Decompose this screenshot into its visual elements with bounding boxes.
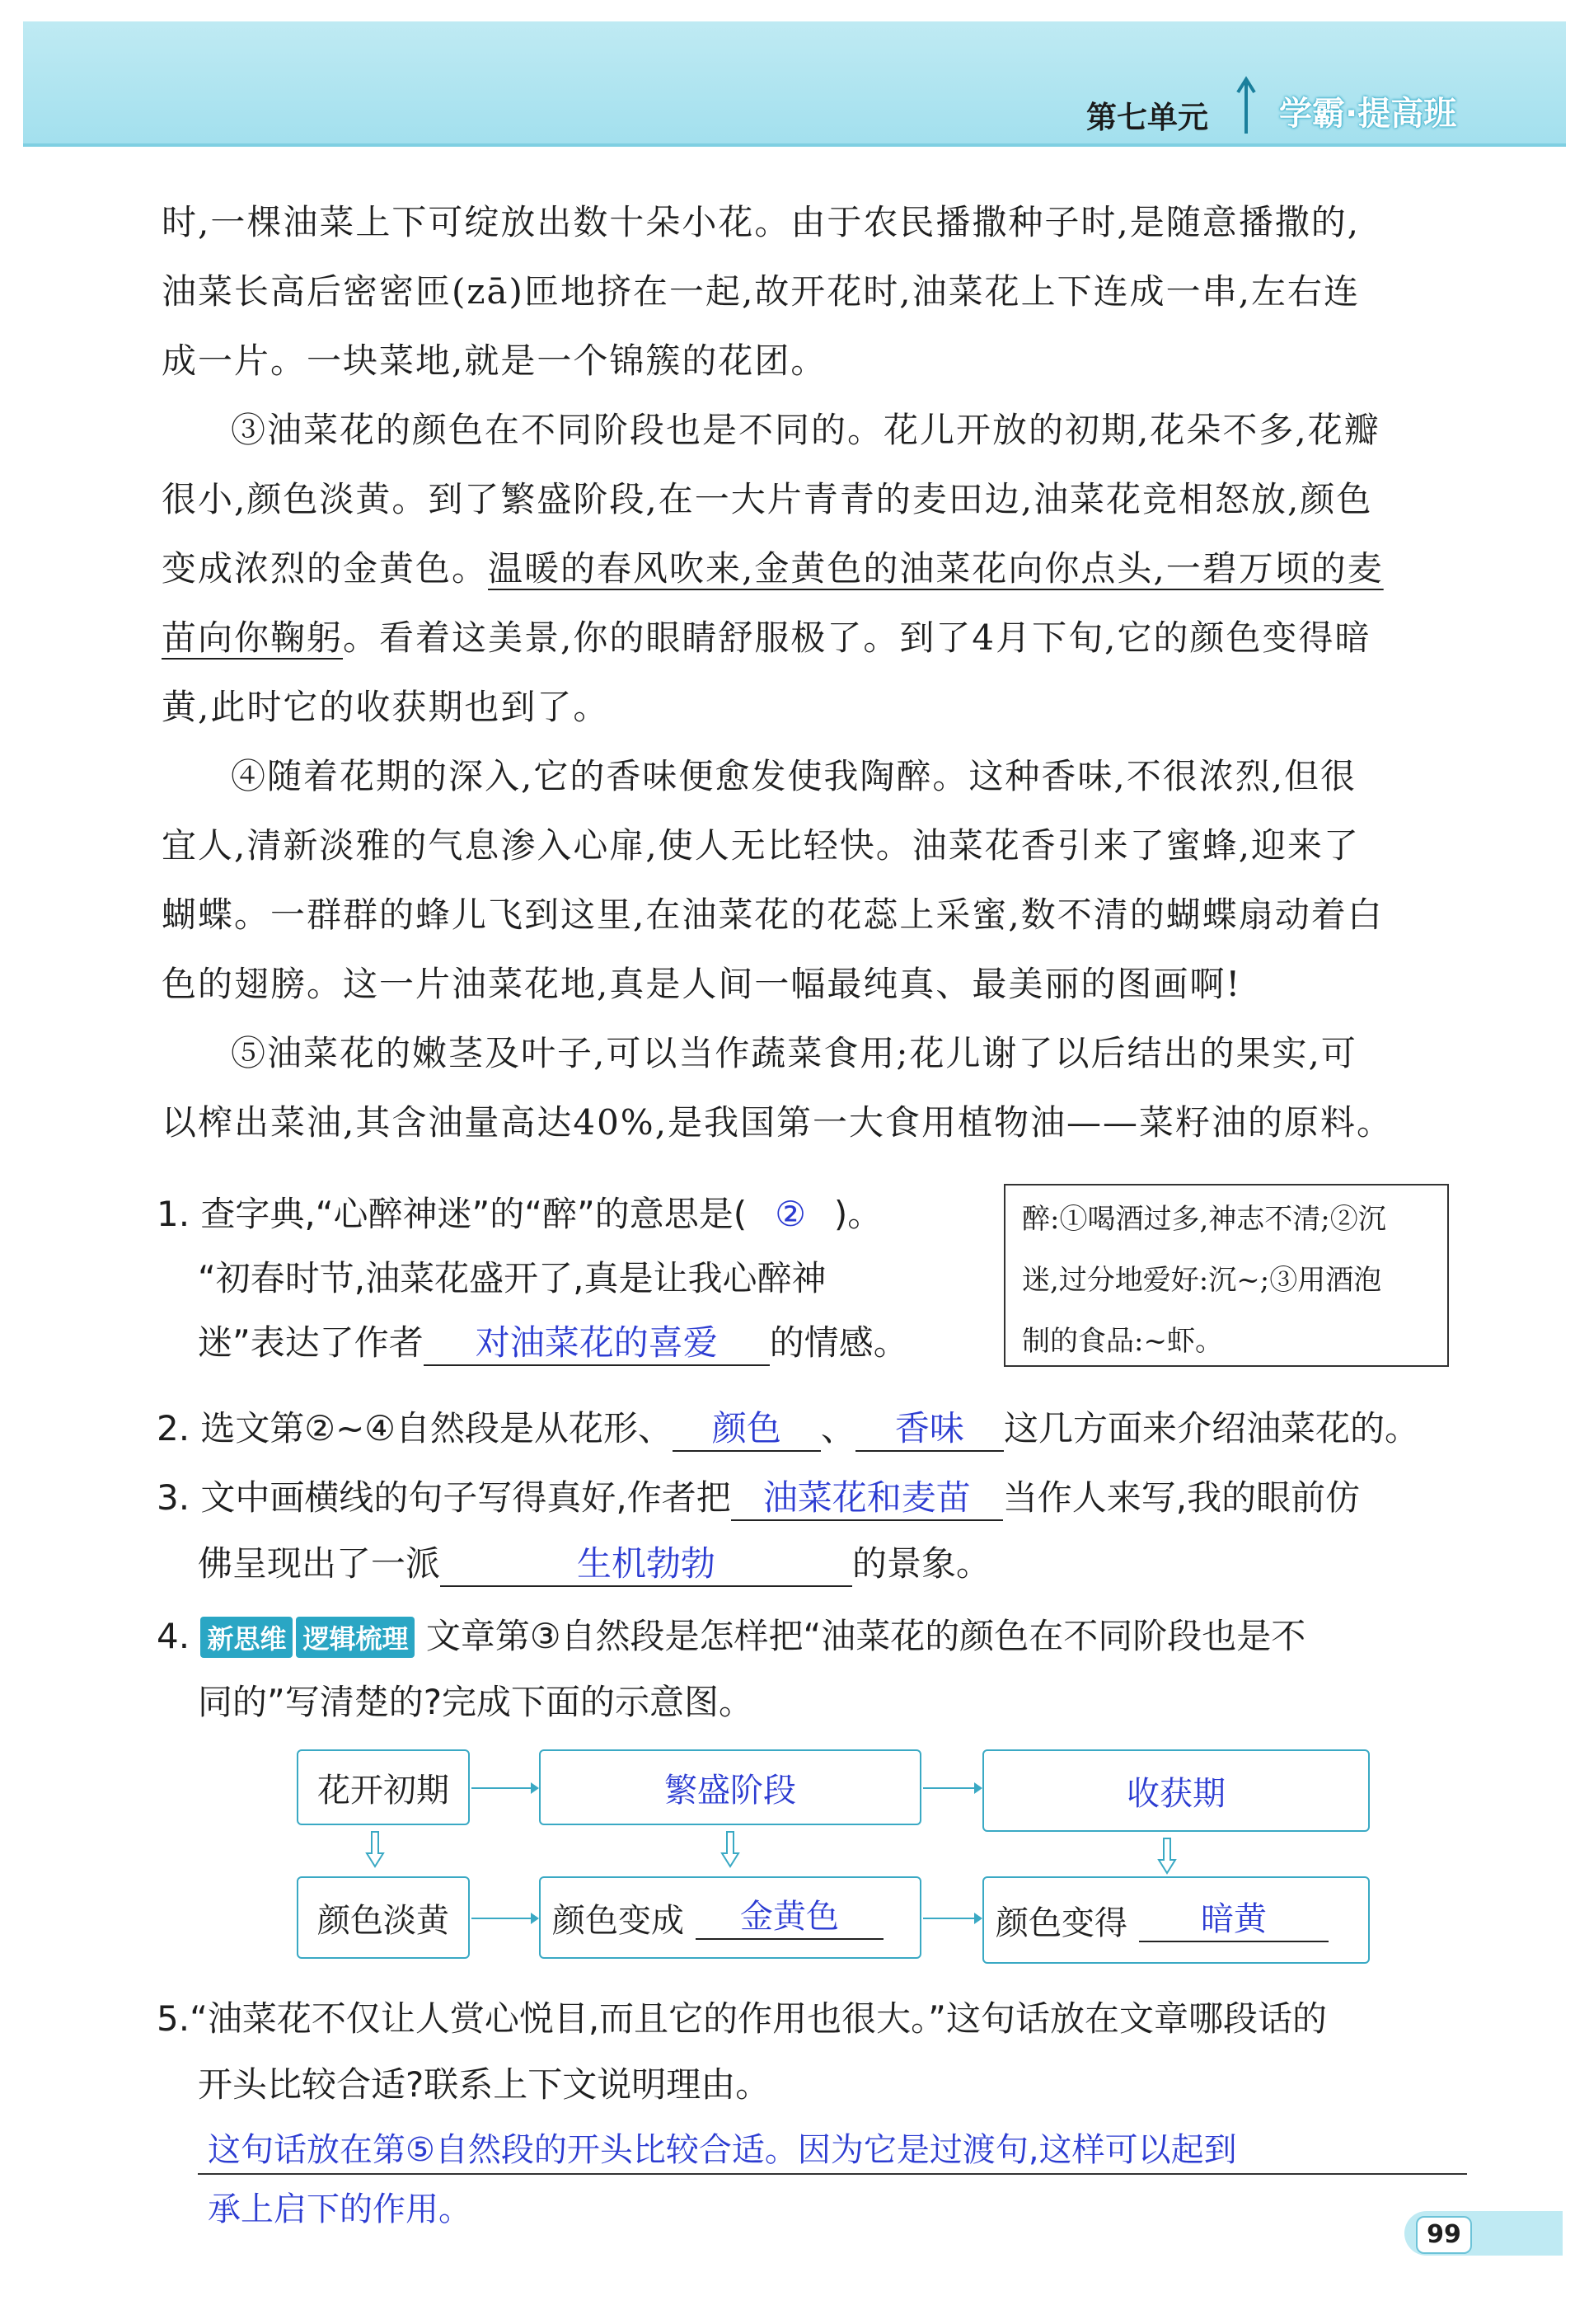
diagram-answer: 繁盛阶段: [664, 1771, 796, 1810]
text-line: 宜人,清新淡雅的气息渗入心扉,使人无比轻快。油菜花香引来了蜜蜂,迎来了: [162, 825, 1361, 866]
text-line: ④随着花期的深入,它的香味便愈发使我陶醉。这种香味,不很浓烈,但很: [231, 756, 1357, 796]
answer-1-emotion: 对油菜花的喜爱: [424, 1322, 770, 1366]
arrow-right-icon: [471, 1918, 537, 1919]
text-line: [162, 603, 1480, 673]
answer-2-fragrance: 香味: [855, 1407, 1004, 1452]
question-text: 、: [820, 1408, 855, 1448]
underlined-sentence: 温暖的春风吹来,金黄色的油菜花向你点头,一碧万顷的麦: [488, 548, 1384, 589]
diagram-label: 颜色变成: [552, 1901, 684, 1940]
text-line: 以榨出菜油,其含油量高达40%,是我国第一大食用植物油——菜籽油的原料。: [162, 1102, 1394, 1143]
diagram-stage-early: [297, 1749, 470, 1825]
arrow-right-icon: [923, 1787, 981, 1789]
question-text: 3. 文中画横线的句子写得真好,作者把: [157, 1477, 731, 1518]
text-line: ⑤油菜花的嫩茎及叶子,可以当作蔬菜食用;花儿谢了以后结出的果实,可: [231, 1033, 1357, 1073]
arrow-up-icon: [1235, 76, 1258, 135]
underlined-sentence: 苗向你鞠躬: [162, 617, 344, 658]
question-5-line-2: 开头比较合适?联系上下文说明理由。: [198, 2064, 771, 2105]
question-text: 文章第③自然段是怎样把“油菜花的颜色在不同阶段也是不: [425, 1616, 1306, 1656]
arrow-down-icon: [720, 1830, 740, 1868]
question-5-line-1: 5.“油菜花不仅让人赏心悦目,而且它的作用也很大。”这句话放在文章哪段话的: [157, 1998, 1327, 2039]
text-line: ③油菜花的颜色在不同阶段也是不同的。花儿开放的初期,花朵不多,花瓣: [231, 410, 1380, 450]
question-text: 的情感。: [769, 1322, 908, 1363]
diagram-color-peak: [539, 1876, 921, 1959]
question-text: 1. 查字典,“心醉神迷”的“醉”的意思是(: [157, 1194, 748, 1234]
question-4-line-1: [157, 1609, 1305, 1659]
question-text: 的景象。: [852, 1543, 991, 1584]
answer-5-line-1: 这句话放在第⑤自然段的开头比较合适。因为它是过渡句,这样可以起到: [208, 2131, 1237, 2169]
question-1-line-3: [198, 1316, 908, 1366]
tag-logic: 逻辑梳理: [296, 1617, 415, 1658]
diagram-label: 花开初期: [317, 1771, 449, 1810]
question-number: 4.: [157, 1616, 190, 1656]
question-text: )。: [833, 1194, 883, 1234]
question-1-line-1: [157, 1187, 882, 1237]
text-line: 油菜长高后密密匝(zā)匝地挤在一起,故开花时,油菜花上下连成一串,左右连: [162, 271, 1360, 312]
text-line: 很小,颜色淡黄。到了繁盛阶段,在一大片青青的麦田边,油菜花竞相怒放,颜色: [162, 479, 1373, 519]
text-line: 色的翅膀。这一片油菜花地,真是人间一幅最纯真、最美丽的图画啊!: [162, 964, 1242, 1004]
text-line: 成一片。一块菜地,就是一个锦簇的花团。: [162, 340, 827, 381]
question-text: 这几方面来介绍油菜花的。: [1003, 1408, 1419, 1448]
text-segment: 。看着这美景,你的眼睛舒服极了。到了4月下旬,它的颜色变得暗: [343, 617, 1371, 658]
diagram-label: 颜色变得: [996, 1904, 1127, 1942]
question-text: 当作人来写,我的眼前仿: [1002, 1477, 1361, 1518]
question-text: 迷”表达了作者: [198, 1322, 424, 1363]
diagram-stage-harvest: [982, 1749, 1370, 1832]
diagram-label: 颜色淡黄: [317, 1901, 449, 1940]
text-line: 黄,此时它的收获期也到了。: [162, 687, 610, 727]
diagram-answer: 暗黄: [1139, 1898, 1329, 1942]
arrow-right-icon: [471, 1787, 537, 1789]
diagram-answer: 收获期: [1127, 1774, 1226, 1813]
brand-logo: 学霸·提高班: [1279, 95, 1457, 133]
question-4-line-2: 同的”写清楚的?完成下面的示意图。: [198, 1682, 754, 1722]
text-line: 时,一棵油菜上下可绽放出数十朵小花。由于农民播撒种子时,是随意播撒的,: [162, 202, 1361, 242]
answer-1-choice: ②: [775, 1194, 806, 1234]
arrow-down-icon: [1157, 1837, 1177, 1875]
dictionary-line: 制的食品:~虾。: [1022, 1325, 1223, 1358]
answer-5-line-2: 承上启下的作用。: [208, 2190, 471, 2228]
dictionary-box: [1004, 1184, 1449, 1367]
passage-paragraph-5: [162, 1019, 1480, 1157]
answer-3-subject: 油菜花和麦苗: [731, 1477, 1003, 1521]
answer-line: [198, 2173, 1467, 2175]
answer-3-scene: 生机勃勃: [440, 1542, 852, 1587]
text-segment: 变成浓烈的金黄色。: [162, 548, 489, 589]
passage-paragraph-2-end: [162, 188, 1480, 396]
diagram-stage-peak: [539, 1749, 921, 1825]
tag-new-thinking: 新思维: [200, 1617, 293, 1658]
question-3-line-1: [157, 1471, 1360, 1521]
dictionary-line: 迷,过分地爱好:沉~;③用酒泡: [1022, 1264, 1382, 1297]
text-line: [162, 534, 1480, 603]
passage-paragraph-3: [162, 396, 1480, 742]
question-text: 2. 选文第②~④自然段是从花形、: [157, 1408, 673, 1448]
question-3-line-2: [198, 1537, 991, 1587]
page-number-tab: [1404, 2211, 1563, 2256]
question-2: [157, 1401, 1419, 1452]
question-text: 佛呈现出了一派: [198, 1543, 441, 1584]
unit-label: 第七单元: [1086, 100, 1208, 135]
diagram-answer: 金黄色: [696, 1895, 884, 1940]
diagram-color-harvest: [982, 1876, 1370, 1964]
text-line: 蝴蝶。一群群的蜂儿飞到这里,在油菜花的花蕊上采蜜,数不清的蝴蝶扇动着白: [162, 894, 1384, 935]
arrow-down-icon: [365, 1830, 385, 1868]
question-1-line-2: “初春时节,油菜花盛开了,真是让我心醉神: [198, 1258, 827, 1298]
passage-paragraph-4: [162, 742, 1480, 1019]
arrow-right-icon: [923, 1918, 981, 1919]
dictionary-line: 醉:①喝酒过多,神志不清;②沉: [1022, 1203, 1386, 1236]
page-number: 99: [1416, 2216, 1472, 2254]
diagram-color-early: [297, 1876, 470, 1959]
answer-2-color: 颜色: [673, 1407, 821, 1452]
